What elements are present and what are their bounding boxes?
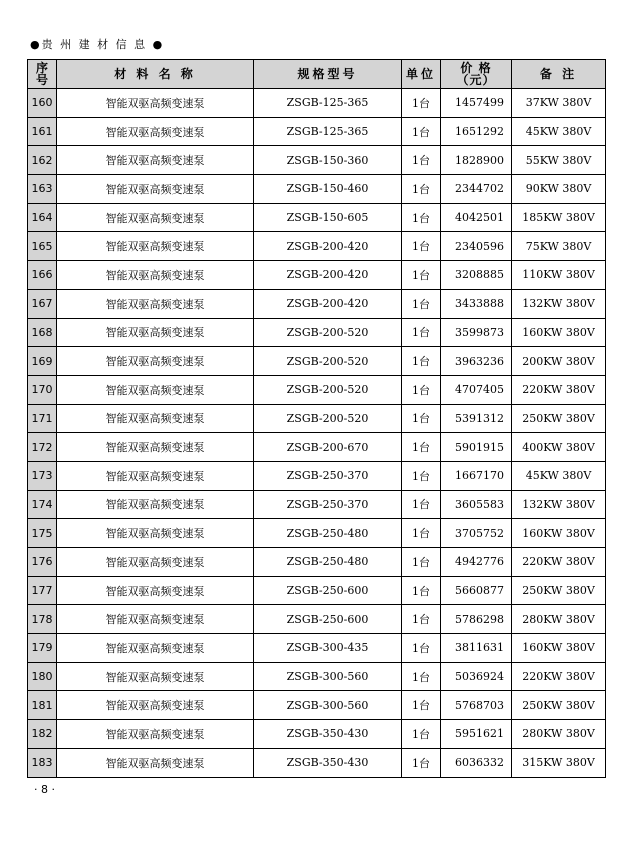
cell-price: 3599873 [441, 318, 512, 347]
table-row [28, 748, 606, 777]
cell-spec: ZSGB-300-560 [254, 691, 402, 720]
table-row [28, 232, 606, 261]
cell-number: 177 [28, 576, 57, 605]
cell-remark: 250KW 380V [512, 576, 606, 605]
cell-unit: 1台 [402, 117, 441, 146]
column-header-number-bottom: 号 [35, 73, 48, 87]
cell-material-name: 智能双驱高频变速泵 [57, 261, 254, 290]
cell-unit: 1台 [402, 261, 441, 290]
cell-price: 5768703 [441, 691, 512, 720]
cell-material-name: 智能双驱高频变速泵 [57, 203, 254, 232]
cell-unit: 1台 [402, 433, 441, 462]
cell-number: 161 [28, 117, 57, 146]
cell-remark: 280KW 380V [512, 605, 606, 634]
cell-number: 180 [28, 662, 57, 691]
cell-number: 176 [28, 548, 57, 577]
column-header-price-top: 价 格 [460, 61, 492, 75]
cell-number: 167 [28, 289, 57, 318]
cell-remark: 37KW 380V [512, 89, 606, 118]
cell-price: 5391312 [441, 404, 512, 433]
table-row [28, 548, 606, 577]
table-row [28, 720, 606, 749]
table-row [28, 117, 606, 146]
cell-remark: 160KW 380V [512, 634, 606, 663]
cell-remark: 280KW 380V [512, 720, 606, 749]
cell-spec: ZSGB-250-370 [254, 490, 402, 519]
cell-unit: 1台 [402, 232, 441, 261]
cell-number: 169 [28, 347, 57, 376]
cell-price: 2340596 [441, 232, 512, 261]
cell-spec: ZSGB-200-520 [254, 347, 402, 376]
cell-price: 3605583 [441, 490, 512, 519]
cell-unit: 1台 [402, 691, 441, 720]
cell-price: 4042501 [441, 203, 512, 232]
column-header-price [441, 60, 512, 89]
cell-number: 166 [28, 261, 57, 290]
cell-unit: 1台 [402, 605, 441, 634]
cell-price: 1667170 [441, 461, 512, 490]
cell-spec: ZSGB-200-520 [254, 318, 402, 347]
table-header-row [28, 60, 606, 89]
cell-spec: ZSGB-125-365 [254, 89, 402, 118]
cell-number: 165 [28, 232, 57, 261]
cell-material-name: 智能双驱高频变速泵 [57, 634, 254, 663]
page-number: · 8 · [34, 783, 55, 796]
cell-remark: 220KW 380V [512, 662, 606, 691]
cell-spec: ZSGB-150-360 [254, 146, 402, 175]
cell-price: 5951621 [441, 720, 512, 749]
cell-number: 182 [28, 720, 57, 749]
cell-spec: ZSGB-350-430 [254, 720, 402, 749]
cell-number: 164 [28, 203, 57, 232]
cell-unit: 1台 [402, 375, 441, 404]
cell-unit: 1台 [402, 634, 441, 663]
cell-number: 181 [28, 691, 57, 720]
cell-remark: 220KW 380V [512, 375, 606, 404]
cell-price: 5660877 [441, 576, 512, 605]
table-row [28, 404, 606, 433]
cell-spec: ZSGB-350-430 [254, 748, 402, 777]
cell-material-name: 智能双驱高频变速泵 [57, 175, 254, 204]
table-body [28, 89, 606, 778]
table-row [28, 375, 606, 404]
cell-material-name: 智能双驱高频变速泵 [57, 519, 254, 548]
cell-material-name: 智能双驱高频变速泵 [57, 318, 254, 347]
cell-spec: ZSGB-250-600 [254, 605, 402, 634]
cell-remark: 185KW 380V [512, 203, 606, 232]
cell-remark: 220KW 380V [512, 548, 606, 577]
cell-material-name: 智能双驱高频变速泵 [57, 461, 254, 490]
cell-material-name: 智能双驱高频变速泵 [57, 375, 254, 404]
cell-material-name: 智能双驱高频变速泵 [57, 490, 254, 519]
cell-number: 162 [28, 146, 57, 175]
table-row [28, 576, 606, 605]
cell-price: 5786298 [441, 605, 512, 634]
table-row [28, 289, 606, 318]
cell-price: 2344702 [441, 175, 512, 204]
cell-material-name: 智能双驱高频变速泵 [57, 146, 254, 175]
cell-unit: 1台 [402, 146, 441, 175]
cell-unit: 1台 [402, 175, 441, 204]
table-row [28, 261, 606, 290]
cell-number: 178 [28, 605, 57, 634]
table-row [28, 519, 606, 548]
cell-number: 168 [28, 318, 57, 347]
cell-unit: 1台 [402, 548, 441, 577]
cell-remark: 55KW 380V [512, 146, 606, 175]
cell-spec: ZSGB-200-420 [254, 289, 402, 318]
cell-material-name: 智能双驱高频变速泵 [57, 605, 254, 634]
cell-number: 171 [28, 404, 57, 433]
cell-spec: ZSGB-300-560 [254, 662, 402, 691]
table-row [28, 691, 606, 720]
cell-price: 3963236 [441, 347, 512, 376]
column-header-material-name: 材 料 名 称 [57, 60, 254, 89]
cell-spec: ZSGB-150-460 [254, 175, 402, 204]
cell-remark: 200KW 380V [512, 347, 606, 376]
cell-unit: 1台 [402, 576, 441, 605]
column-header-number [28, 60, 57, 89]
cell-remark: 315KW 380V [512, 748, 606, 777]
cell-price: 4707405 [441, 375, 512, 404]
cell-spec: ZSGB-200-520 [254, 404, 402, 433]
table-row [28, 203, 606, 232]
column-header-spec: 规格型号 [254, 60, 402, 89]
cell-number: 172 [28, 433, 57, 462]
cell-spec: ZSGB-150-605 [254, 203, 402, 232]
cell-remark: 75KW 380V [512, 232, 606, 261]
cell-material-name: 智能双驱高频变速泵 [57, 662, 254, 691]
cell-material-name: 智能双驱高频变速泵 [57, 433, 254, 462]
table-row [28, 605, 606, 634]
cell-spec: ZSGB-250-480 [254, 548, 402, 577]
cell-spec: ZSGB-250-480 [254, 519, 402, 548]
cell-material-name: 智能双驱高频变速泵 [57, 720, 254, 749]
cell-unit: 1台 [402, 662, 441, 691]
cell-material-name: 智能双驱高频变速泵 [57, 748, 254, 777]
table-row [28, 318, 606, 347]
cell-material-name: 智能双驱高频变速泵 [57, 576, 254, 605]
cell-spec: ZSGB-250-370 [254, 461, 402, 490]
cell-spec: ZSGB-250-600 [254, 576, 402, 605]
cell-remark: 160KW 380V [512, 519, 606, 548]
cell-price: 1828900 [441, 146, 512, 175]
column-header-number-top: 序 [35, 61, 48, 75]
cell-price: 4942776 [441, 548, 512, 577]
price-table [27, 59, 606, 778]
cell-price: 3811631 [441, 634, 512, 663]
cell-unit: 1台 [402, 318, 441, 347]
cell-material-name: 智能双驱高频变速泵 [57, 347, 254, 376]
cell-spec: ZSGB-200-420 [254, 232, 402, 261]
cell-price: 3433888 [441, 289, 512, 318]
cell-remark: 110KW 380V [512, 261, 606, 290]
cell-unit: 1台 [402, 203, 441, 232]
cell-price: 3705752 [441, 519, 512, 548]
cell-unit: 1台 [402, 461, 441, 490]
cell-number: 175 [28, 519, 57, 548]
table-row [28, 89, 606, 118]
cell-number: 160 [28, 89, 57, 118]
cell-spec: ZSGB-125-365 [254, 117, 402, 146]
column-header-price-bottom: （元） [456, 73, 496, 87]
column-header-remark: 备 注 [512, 60, 606, 89]
table-row [28, 490, 606, 519]
cell-remark: 250KW 380V [512, 691, 606, 720]
table-row [28, 433, 606, 462]
cell-spec: ZSGB-300-435 [254, 634, 402, 663]
table-row [28, 461, 606, 490]
cell-price: 5901915 [441, 433, 512, 462]
cell-remark: 45KW 380V [512, 117, 606, 146]
cell-number: 173 [28, 461, 57, 490]
table-row [28, 347, 606, 376]
cell-unit: 1台 [402, 347, 441, 376]
cell-number: 170 [28, 375, 57, 404]
cell-spec: ZSGB-200-520 [254, 375, 402, 404]
cell-unit: 1台 [402, 720, 441, 749]
table-row [28, 662, 606, 691]
cell-number: 163 [28, 175, 57, 204]
cell-material-name: 智能双驱高频变速泵 [57, 691, 254, 720]
table-row [28, 146, 606, 175]
cell-spec: ZSGB-200-670 [254, 433, 402, 462]
cell-price: 1651292 [441, 117, 512, 146]
cell-unit: 1台 [402, 519, 441, 548]
cell-remark: 250KW 380V [512, 404, 606, 433]
cell-price: 3208885 [441, 261, 512, 290]
cell-material-name: 智能双驱高频变速泵 [57, 89, 254, 118]
cell-unit: 1台 [402, 404, 441, 433]
cell-remark: 45KW 380V [512, 461, 606, 490]
cell-number: 183 [28, 748, 57, 777]
cell-price: 6036332 [441, 748, 512, 777]
cell-material-name: 智能双驱高频变速泵 [57, 404, 254, 433]
cell-remark: 132KW 380V [512, 289, 606, 318]
cell-material-name: 智能双驱高频变速泵 [57, 548, 254, 577]
cell-remark: 90KW 380V [512, 175, 606, 204]
cell-number: 174 [28, 490, 57, 519]
cell-remark: 132KW 380V [512, 490, 606, 519]
publication-header: ●贵 州 建 材 信 息 ● [30, 38, 165, 51]
cell-number: 179 [28, 634, 57, 663]
cell-unit: 1台 [402, 289, 441, 318]
cell-material-name: 智能双驱高频变速泵 [57, 117, 254, 146]
cell-unit: 1台 [402, 748, 441, 777]
column-header-unit: 单位 [402, 60, 441, 89]
table-row [28, 175, 606, 204]
cell-spec: ZSGB-200-420 [254, 261, 402, 290]
cell-material-name: 智能双驱高频变速泵 [57, 232, 254, 261]
cell-unit: 1台 [402, 490, 441, 519]
cell-material-name: 智能双驱高频变速泵 [57, 289, 254, 318]
cell-price: 1457499 [441, 89, 512, 118]
table-row [28, 634, 606, 663]
cell-unit: 1台 [402, 89, 441, 118]
cell-price: 5036924 [441, 662, 512, 691]
cell-remark: 160KW 380V [512, 318, 606, 347]
cell-remark: 400KW 380V [512, 433, 606, 462]
